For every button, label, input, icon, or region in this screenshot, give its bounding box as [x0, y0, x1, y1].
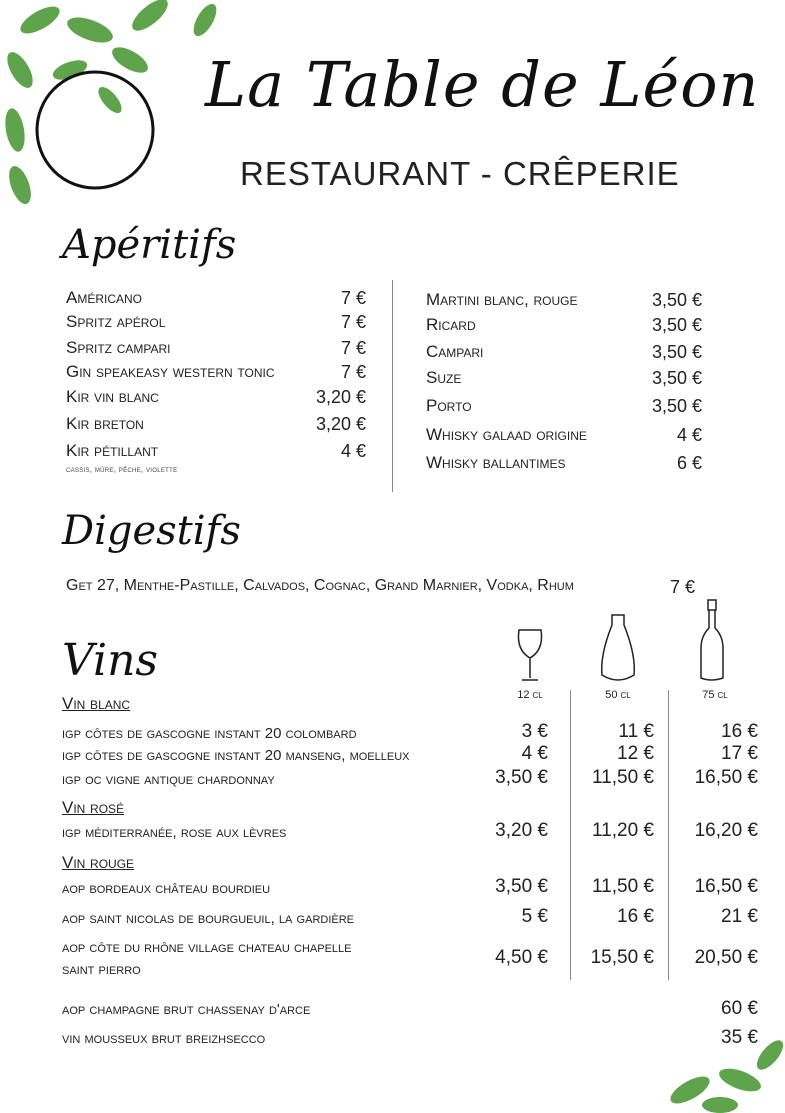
wine-name: aop champagne brut chassenay d'arce	[62, 1001, 311, 1018]
wine-price-75cl: 21 €	[721, 906, 758, 927]
aperitif-name: Porto	[426, 396, 472, 415]
digestifs-price: 7 €	[669, 577, 695, 597]
wine-price-12cl: 3,20 €	[495, 820, 548, 841]
carafe-icon	[598, 612, 638, 684]
wine-category-rose: Vin rosé	[62, 798, 125, 817]
wine-name: aop côte du rhône village chateau chapelle	[62, 939, 352, 956]
aperitif-price: 3,20 €	[315, 414, 366, 434]
wine-name: aop bordeaux château bourdieu	[62, 880, 271, 897]
wine-name: igp oc vigne antique chardonnay	[62, 771, 275, 788]
aperitif-price: 4 €	[340, 441, 366, 461]
aperitif-price: 3,50 €	[651, 396, 702, 416]
wine-price-75cl: 60 €	[721, 998, 758, 1019]
wine-name-line2: saint pierro	[62, 961, 141, 978]
wine-price-12cl: 4 €	[521, 743, 548, 764]
wine-price-12cl: 3,50 €	[495, 767, 548, 788]
wine-price-75cl: 16,20 €	[694, 820, 758, 841]
aperitif-price: 3,50 €	[651, 315, 702, 335]
wine-name: aop saint nicolas de bourgueuil, la gardière	[62, 910, 355, 927]
wine-price-75cl: 16 €	[721, 721, 758, 742]
wine-price-12cl: 5 €	[521, 906, 548, 927]
wine-price-75cl: 16,50 €	[694, 876, 758, 897]
plate-logo-icon	[37, 72, 153, 188]
wine-price-50cl: 11,50 €	[592, 876, 654, 897]
divider	[392, 280, 393, 492]
wine-price-75cl: 16,50 €	[694, 767, 758, 788]
section-title-vins: Vins	[62, 635, 158, 686]
aperitif-name: Gin speakeasy western tonic	[66, 362, 275, 381]
aperitif-name: Campari	[426, 342, 484, 361]
wine-name: vin mousseux brut breizhsecco	[62, 1030, 266, 1047]
aperitif-price: 3,50 €	[651, 290, 702, 310]
wine-name: igp côtes de gascogne instant 20 colombard	[62, 725, 357, 742]
aperitif-name: Kir vin blanc	[66, 387, 159, 406]
aperitif-price: 3,20 €	[315, 387, 366, 407]
aperitif-price: 3,50 €	[651, 368, 702, 388]
aperitif-price: 7 €	[340, 338, 366, 358]
leaves-decoration-top-left	[0, 0, 230, 215]
size-75cl: 75 cl	[702, 689, 728, 701]
wine-price-50cl: 11,50 €	[592, 767, 654, 788]
wine-price-75cl: 17 €	[721, 743, 758, 764]
aperitif-name: Ricard	[426, 315, 476, 334]
size-50cl: 50 cl	[605, 689, 631, 701]
wine-category-rouge: Vin rouge	[62, 853, 135, 872]
wine-name: igp côtes de gascogne instant 20 manseng, moelleux	[62, 747, 410, 764]
wine-price-50cl: 11,20 €	[592, 820, 654, 841]
restaurant-subtitle: RESTAURANT - CRÊPERIE	[240, 155, 680, 192]
divider	[668, 690, 669, 980]
wine-price-75cl: 35 €	[721, 1027, 758, 1048]
restaurant-name: La Table de Léon	[205, 48, 760, 121]
aperitif-name: Suze	[426, 368, 462, 387]
section-title-aperitifs: Apéritifs	[62, 222, 237, 268]
aperitif-name: Américano	[66, 288, 143, 307]
section-title-digestifs: Digestifs	[62, 508, 241, 554]
digestifs-list: Get 27, Menthe-Pastille, Calvados, Cognac, Grand Marnier, Vodka, Rhum	[66, 577, 574, 594]
aperitif-price: 7 €	[340, 288, 366, 308]
wine-price-50cl: 11 €	[618, 721, 654, 742]
wine-price-50cl: 16 €	[617, 906, 654, 927]
aperitif-name: Whisky ballantimes	[426, 453, 566, 472]
wine-price-50cl: 12 €	[617, 743, 654, 764]
wine-price-75cl: 20,50 €	[694, 947, 758, 968]
aperitif-name: Martini blanc, rouge	[426, 290, 578, 309]
aperitif-name: Kir pétillant	[66, 441, 159, 460]
aperitif-name: Spritz apérol	[66, 312, 166, 331]
aperitif-price: 3,50 €	[651, 342, 702, 362]
aperitif-price: 7 €	[340, 362, 366, 382]
wine-price-12cl: 3,50 €	[495, 876, 548, 897]
wine-price-12cl: 3 €	[521, 721, 548, 742]
aperitif-price: 7 €	[340, 312, 366, 332]
wine-category-blanc: Vin blanc	[62, 694, 131, 713]
aperitif-price: 4 €	[676, 425, 702, 445]
leaves-decoration-bottom-right	[660, 1040, 785, 1113]
wine-glass-icon	[515, 628, 545, 683]
aperitif-name: Whisky galaad origine	[426, 425, 587, 444]
aperitif-note: cassis, mûre, pêche, violette	[66, 465, 178, 474]
wine-price-12cl: 4,50 €	[495, 947, 548, 968]
wine-price-50cl: 15,50 €	[590, 947, 654, 968]
size-12cl: 12 cl	[517, 689, 543, 701]
wine-bottle-icon	[698, 598, 726, 683]
aperitif-price: 6 €	[676, 453, 702, 473]
aperitif-name: Spritz campari	[66, 338, 171, 357]
wine-name: igp méditerranée, rose aux lèvres	[62, 824, 287, 841]
aperitif-name: Kir breton	[66, 414, 144, 433]
